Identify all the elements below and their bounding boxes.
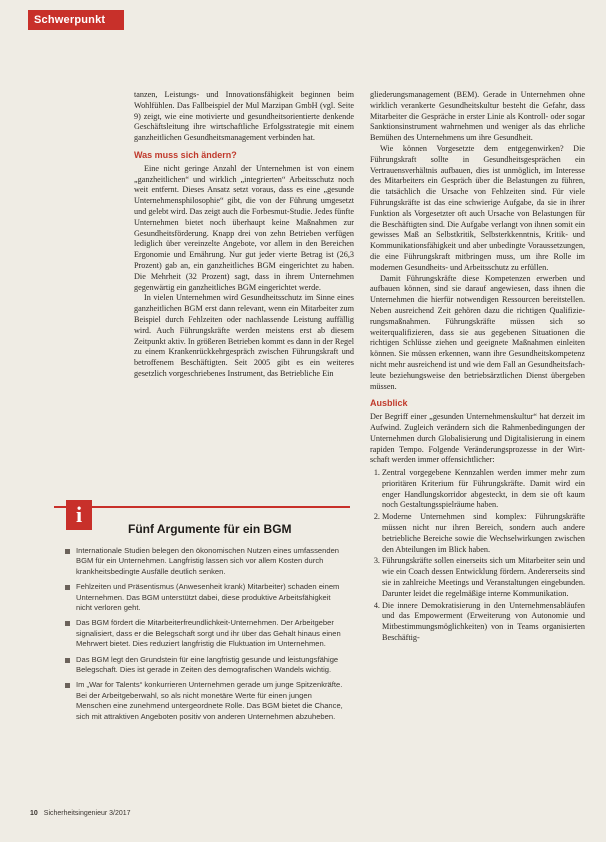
left-column bbox=[134, 90, 354, 380]
section-heading-changes: Was muss sich ändern? bbox=[134, 149, 237, 160]
page-footer bbox=[30, 810, 131, 817]
list-item-text: Das BGM legt den Grundstein für eine langfristig gesunde und leistungsfähige Belegschaft. Dies ist gerade in Zeiten des demografischen Wandels wichtig. bbox=[76, 654, 339, 675]
publication-name: Sicherheitsingenieur 3/2017 bbox=[43, 810, 131, 817]
list-item: 3. Führungskräfte sollen einerseits sich um Mitarbeiter sein und wie ein Coach dessen Entwicklung fördern. Andererseits sind sie in zahlreiche Meetings und Veranstaltungen eingebunden. Darunter leidet die regelmäßige interne Kommunikation. bbox=[382, 556, 585, 599]
list-item bbox=[64, 582, 346, 613]
paragraph: gliederungsmanagement (BEM). Gerade in Unternehmen ohne wirklich verankerte Gesundheitskultur besteht die Gefahr, dass Mitarbeiter die Gespräche in erster Linie als Kontroll- oder sogar Sanktionsinstrument wahrnehmen und weniger als das ehrliche Bemühen des Unternehmens um ihre Gesundheit. bbox=[370, 90, 585, 143]
list-item: 2. Moderne Unternehmen sind komplex: Führungskräfte müssen nicht nur ihren Bereich, sondern auch andere betriebliche Bereiche sowie die Wechselwirkungen zwischen den Abteilungen im Blick haben. bbox=[382, 512, 585, 555]
bullet-icon bbox=[65, 621, 70, 626]
info-box-title: Fünf Argumente für ein BGM bbox=[128, 522, 292, 536]
list-item-text: Internationale Studien belegen den ökonomischen Nutzen eines umfassenden BGM für ein Unternehmen. Langfristig lassen sich vor allem Kosten durch krankheitsbedingte Ausfälle deutlich senken. bbox=[76, 546, 340, 576]
paragraph: tanzen, Leistungs- und Innovationsfähigkeit beginnen beim Wohlfühlen. Das Fallbeispiel der Mul Marzipan GmbH (vgl. Seite 9) zeigt, wie eine motivierte und gesundheitsorientierte denkende Geschäftsleitung ihre wirtschaftliche Erfolgsstrategie mit einem ganzheitlichen Gesundheitsmanagement verbinden hat. bbox=[134, 90, 354, 143]
list-item: 1. Zentral vorgegebene Kennzahlen werden immer mehr zum prioritären Kriterium für Führungskräfte. Damit wird ein enger Handlungskorridor abgesteckt, in dem sie oft kaum noch Gestaltungsspielräume haben. bbox=[382, 468, 585, 511]
paragraph: In vielen Unternehmen wird Gesundheitsschutz im Sinne eines ganzheitlichen BGM erst dann relevant, wenn ein Mitarbeiter zum Beispiel durch Fehlzeiten oder nachlassende Leistung auffällig wird. Auch Führungskräfte werden meistens erst ab diesem Zeitpunkt aktiv. In größeren Betrieben kommt es dann in der Regel zu einem Krankenrückkehrgespräch zwischen Führungskraft und betroffenem Beschäftigten. Seit 2005 gibt es ein weiteres gesetzlich vorgeschriebenes Instrument, das Betriebliche Ein bbox=[134, 293, 354, 378]
paragraph: Der Begriff einer „gesunden Unternehmenskultur“ hat derzeit im Aufwind. Zugleich verändern sich die Rahmenbedingungen der Unternehmen durch Globalisierung und Digitalisierung in einem rapiden Tempo. Folgende Veränderungsprozesse in der Wirtschaft werden immer offensichtlicher: bbox=[370, 412, 585, 465]
section-label: Schwerpunkt bbox=[28, 10, 124, 30]
right-column bbox=[370, 90, 585, 645]
info-icon: i bbox=[66, 500, 92, 530]
list-item-text: Das BGM fördert die Mitarbeiterfreundlichkeit-Unternehmen. Der Arbeitgeber signalisiert, dass er die Belegschaft sorgt und ihr über das Gehalt hinaus einen Mehrwert bietet. Dies reduziert langfristig die Fluktuation im Unternehmen. bbox=[76, 618, 341, 649]
bullet-icon bbox=[65, 549, 70, 554]
outlook-list bbox=[370, 468, 585, 644]
list-item bbox=[64, 680, 346, 722]
list-item bbox=[64, 655, 346, 676]
list-item: 4. Die innere Demokratisierung in den Unternehmensabläufen und das Empowerment (Erweiterung von Autonomie und Mitbestimmungsmöglichkeiten) von in Teams organisierten Beschäftig- bbox=[382, 601, 585, 644]
list-item bbox=[64, 618, 346, 649]
bullet-icon bbox=[65, 585, 70, 590]
paragraph: Damit Führungskräfte diese Kompetenzen erwerben und aufbauen können, sind sie darauf angewiesen, dass ihnen die Unternehmen die hierfür notwendigen Ressourcen bereitstellen. Neben ausreichend Zeit gehören dazu die richtigen Qualifizierungsmaßnahmen. Führungskräfte müssen sich so weiterqualifizieren, dass sie aus gegebenen Situationen die richtigen Schlüsse ziehen und geeignete Maßnahmen einleiten können. Sie müssen erkennen, wann ihre Gesundheitskompetenz nicht mehr ausreichend ist und wie dem Fall an Gesundheitsfachleute beziehungsweise den betriebsärztlichen Dienst übergeben müssen. bbox=[370, 273, 585, 391]
info-box bbox=[54, 502, 350, 806]
page-number: 10 bbox=[30, 810, 38, 817]
list-item bbox=[64, 546, 346, 577]
bullet-icon bbox=[65, 683, 70, 688]
bullet-icon bbox=[65, 658, 70, 663]
list-item-text: Fehlzeiten und Präsentismus (Anwesenheit krank) Mitarbeiter) schaden einem Unternehmen. Das BGM unterstützt dabei, diese produktive Arbeitsfähigkeit nicht verloren geht. bbox=[76, 582, 340, 613]
section-heading-outlook: Ausblick bbox=[370, 398, 408, 409]
paragraph: Eine nicht geringe Anzahl der Unternehmen ist von einem „ganzheitlichen“ und wirklich „integrierten“ Arbeitsschutz noch weit entfernt. Dieses Ansatz setzt voraus, dass es eine „gesunde Unternehmensphilosophie“ gibt, die von der Führung umgesetzt und gelebt wird. Das zeigt auch die Forbesmut-Studie. Jedes fünfte Unternehmen bietet noch überhaupt keine Maßnahmen zur Gesundheitsförderung. Knapp drei von zehn Betrieben verfügen lediglich über vereinzelte Angebote, vor allem in den Bereichen Ergonomie und Ernährung. Nur gut jeder vierte Betrag ist (26,3 Prozent) gab an, ein ganzheitliches BGM eingerichtet zu haben. Die Mehrheit (32 Prozent) sagt, dass in ihrem Unternehmen gegenwärtig ein ganzheitliches BGM eingerichtet werde. bbox=[134, 163, 354, 292]
paragraph: Wie können Vorgesetzte dem entgegenwirken? Die Führungskraft sollte in Gesundheitsgesprächen ein Vertrauensverhältnis aufbauen, dies ist unmöglich, im Interesse des Mitarbeiters ein Gespräch über die Belastungen zu führen, die tatsächlich die Ursache von Fehlzeiten sind. Für viele Führungskräfte ist das eine schwierige Aufgabe, da sie in ihrer Funktion als Vorgesetzter oft auch Ursache von Belastungen für die Beschäftigten sind. Die Aufgabe verlangt von ihnen somit ein gewisses Maß an Selbstkritik, Selbsterkkenntnis, Kritik- und Kommunikationsfähigkeit und aber unbedingte Voraussetzungen, die eine Führungskraft mitbringen muss, um ihre Rolle im modernen Gesundheits- und Arbeitsschutz zu erfüllen. bbox=[370, 143, 585, 272]
list-item-text: Im „War for Talents“ konkurrieren Unternehmen gerade um junge Spitzenkräfte. Bei der Arbeitgeberwahl, so als nicht monetäre Werte für einen jungen Menschen eine zunehmend untergeordnete Rolle. Das BGM bietet die Chance, sich mit attraktiven Angeboten positiv von anderen Unternehmen abzuheben. bbox=[76, 680, 343, 721]
info-box-list bbox=[64, 546, 346, 727]
